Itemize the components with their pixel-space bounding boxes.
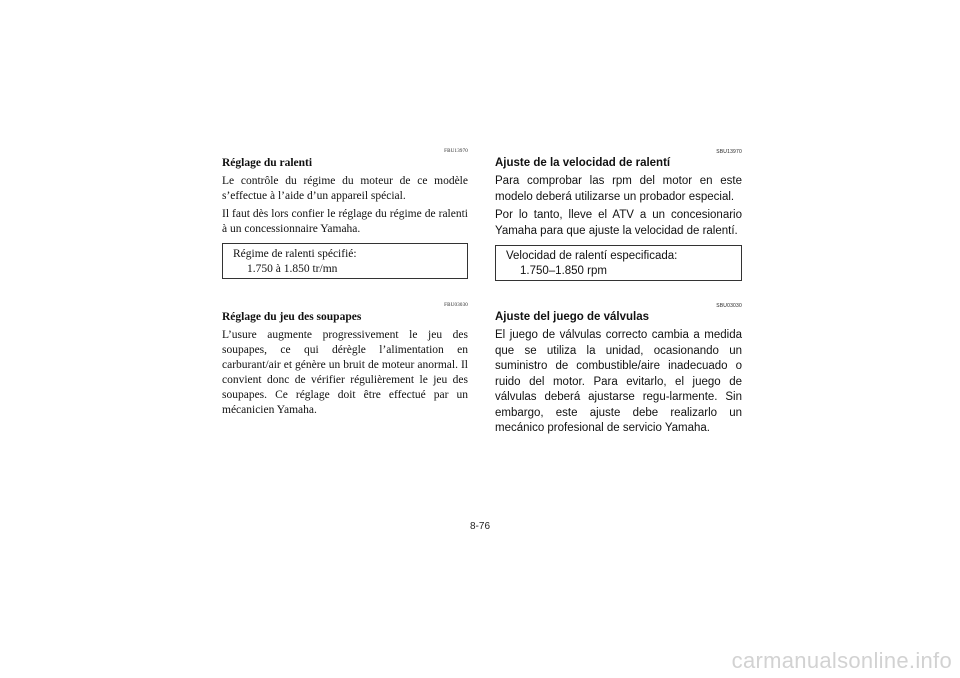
section-code: SBU03030 bbox=[716, 303, 742, 309]
french-column bbox=[222, 148, 468, 421]
section-title: Réglage du ralenti bbox=[222, 157, 313, 169]
section-title: Ajuste de la velocidad de ralentí bbox=[495, 157, 671, 169]
paragraph: Le contrôle du régime du moteur de ce modèle s’effectue à l’aide d’un appareil spécial. bbox=[222, 175, 468, 202]
section-idle-es bbox=[495, 148, 742, 281]
section-code: SBU13970 bbox=[716, 149, 742, 155]
spec-box bbox=[222, 243, 468, 279]
spec-value: 1.750–1.850 rpm bbox=[520, 265, 607, 277]
section-title: Réglage du jeu des soupapes bbox=[222, 311, 362, 323]
watermark: carmanualsonline.info bbox=[731, 648, 952, 673]
section-valves-fr bbox=[222, 302, 468, 418]
section-valves-es bbox=[495, 302, 742, 437]
paragraph: L’usure augmente progressivement le jeu des soupapes, ce qui dérègle l’alimentation en carburant/air et génère un bruit de moteur anormal. Il convient donc de vérifier régulièrement le jeu des soupapes. Ce réglage doit être effectué par un mécanicien Yamaha. bbox=[222, 329, 468, 416]
spec-box bbox=[495, 245, 742, 281]
spec-label: Régime de ralenti spécifié: bbox=[233, 248, 357, 260]
spanish-column bbox=[495, 148, 742, 440]
section-idle-fr bbox=[222, 148, 468, 279]
paragraph: Para comprobar las rpm del motor en este modelo deberá utilizarse un probador especial. bbox=[495, 175, 742, 203]
section-title: Ajuste del juego de válvulas bbox=[495, 311, 650, 323]
paragraph: Por lo tanto, lleve el ATV a un concesionario Yamaha para que ajuste la velocidad de ralentí. bbox=[495, 209, 742, 237]
paragraph: El juego de válvulas correcto cambia a medida que se utiliza la unidad, ocasionando un suministro de combustible/aire inadecuado o ruido del motor. Para evitarlo, el juego de válvulas deberá ajustarse regu-larmente. Sin embargo, este ajuste debe realizarlo un mecánico profesional de servicio Yamaha. bbox=[495, 329, 742, 434]
page-number: 8-76 bbox=[469, 521, 490, 532]
spec-label: Velocidad de ralentí especificada: bbox=[506, 250, 678, 262]
spec-value: 1.750 à 1.850 tr/mn bbox=[247, 263, 338, 275]
section-code: FBU03030 bbox=[444, 303, 468, 308]
paragraph: Il faut dès lors confier le réglage du régime de ralenti à un concessionnaire Yamaha. bbox=[222, 208, 468, 235]
section-code: FBU13970 bbox=[444, 149, 468, 154]
